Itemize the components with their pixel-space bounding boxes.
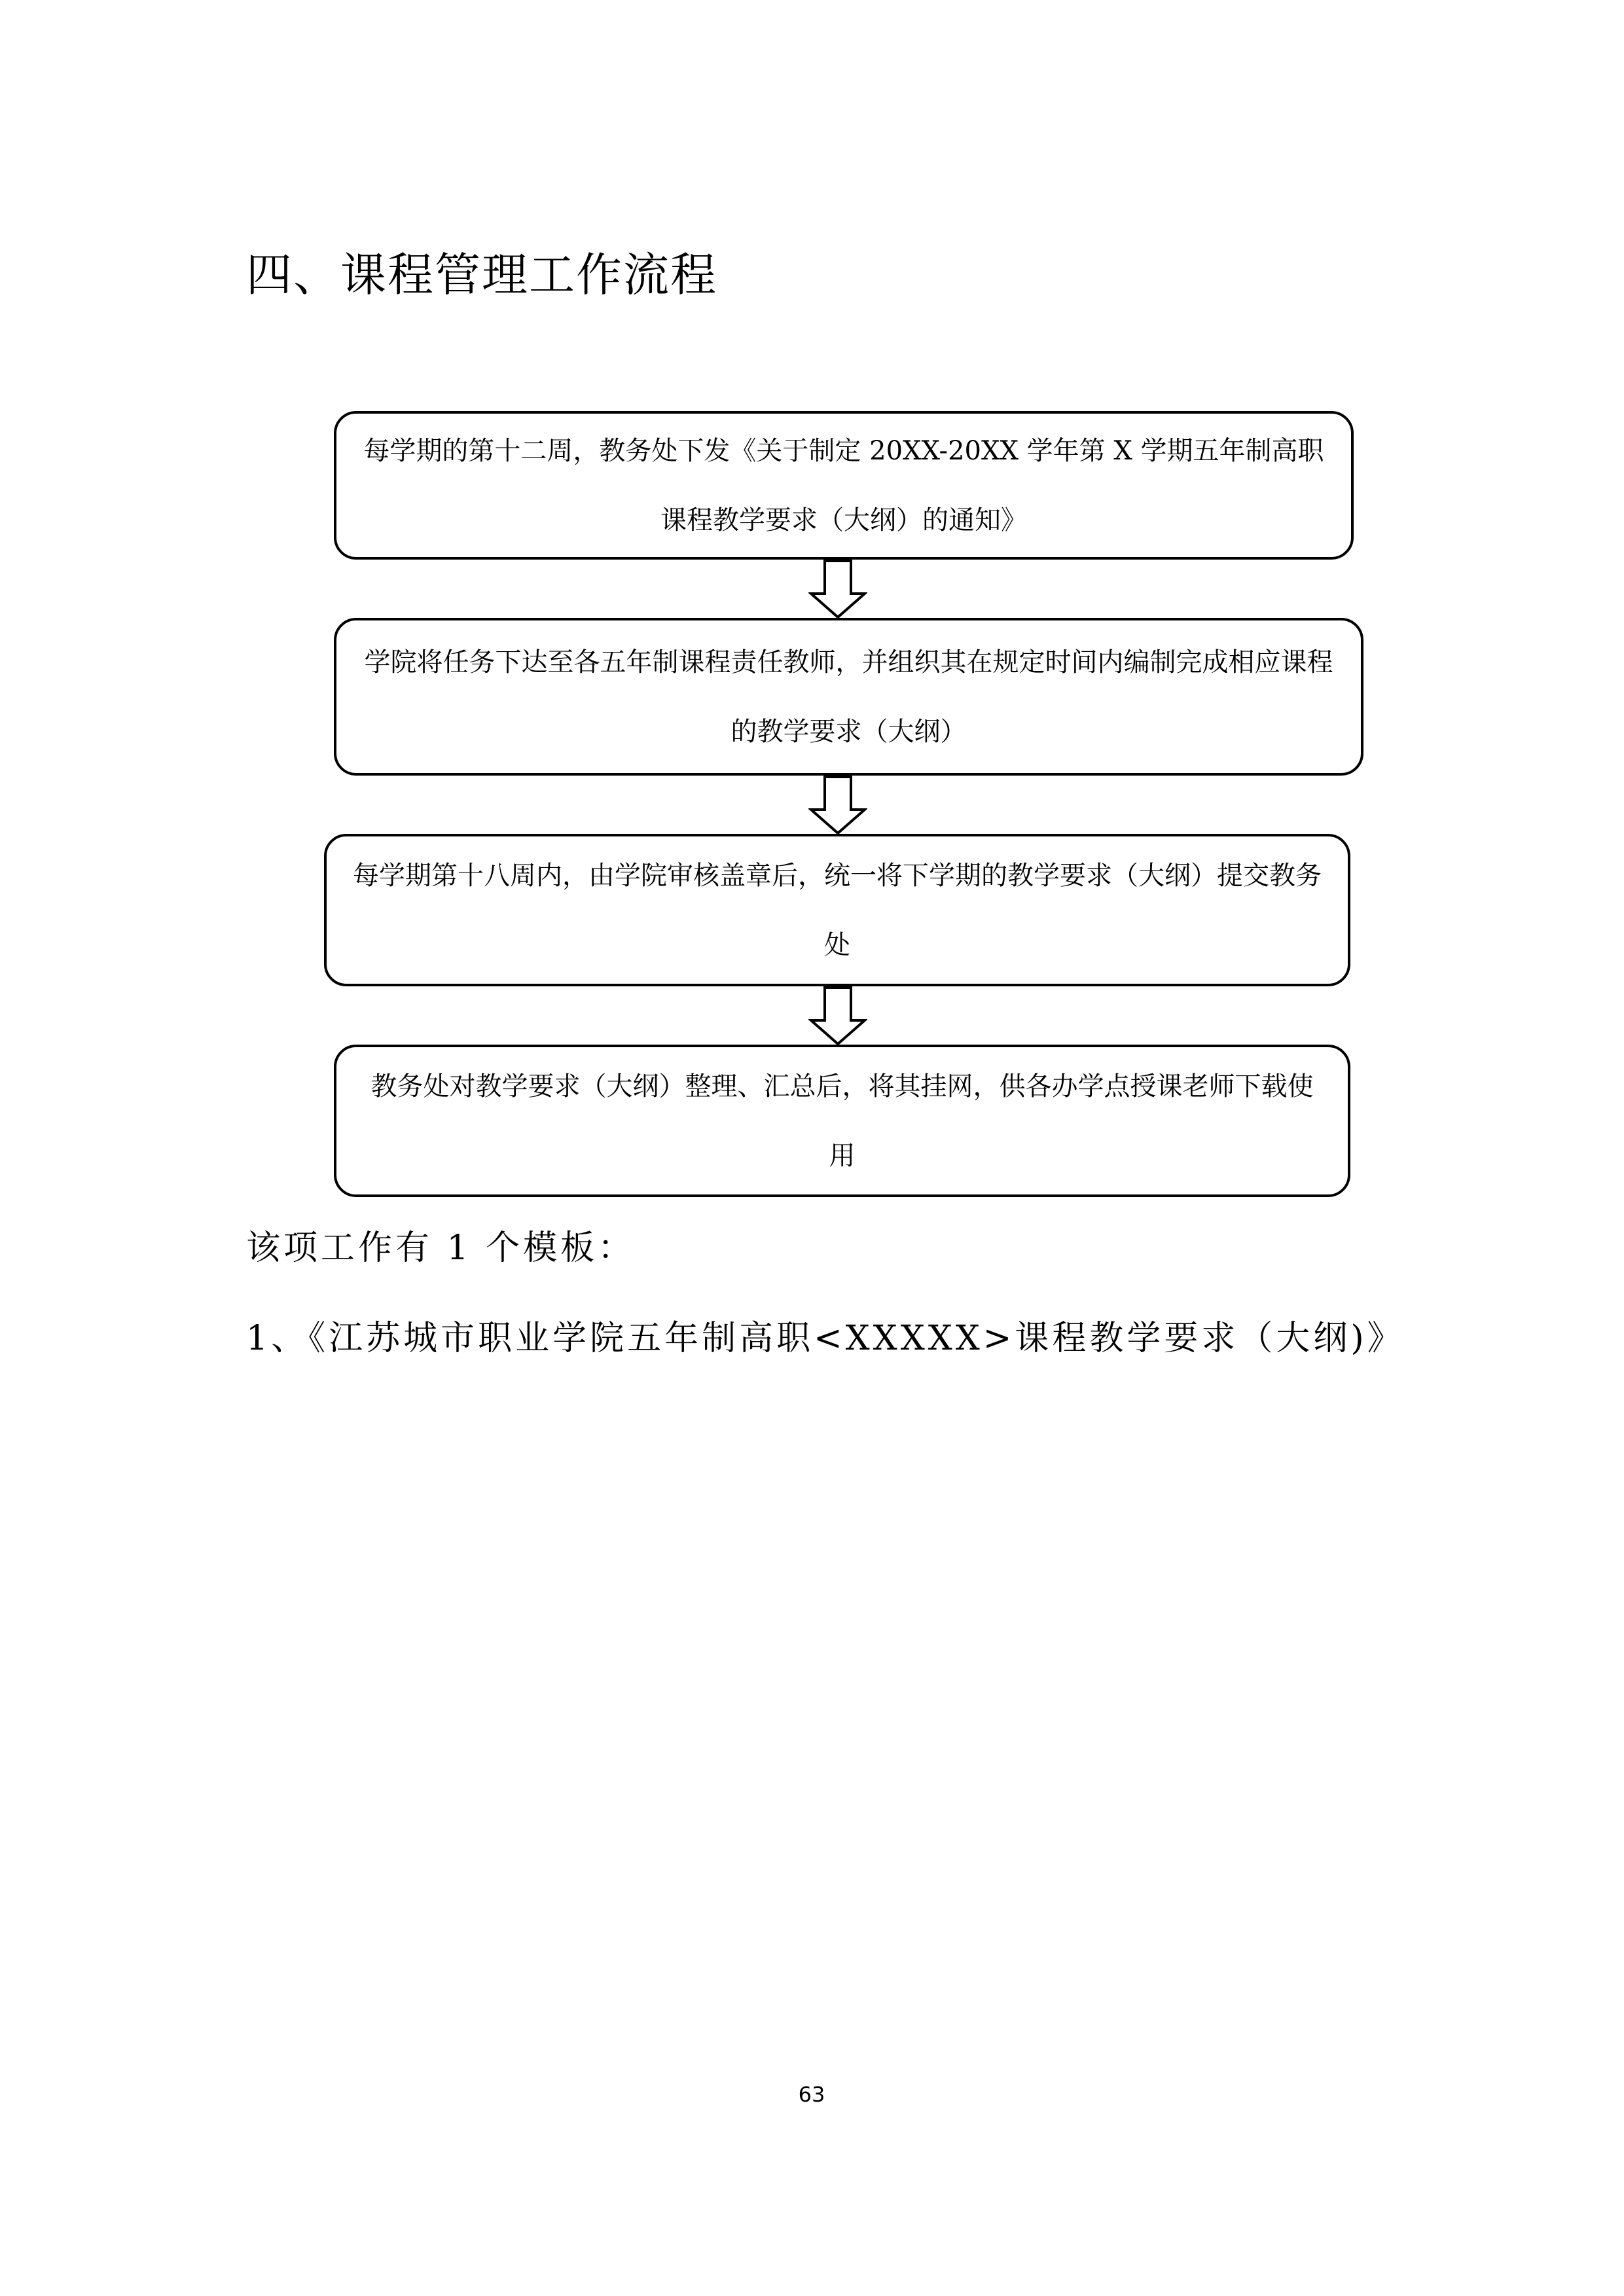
- flow-step-1-text: 每学期的第十二周，教务处下发《关于制定 20XX-20XX 学年第 X 学期五年制高职课程教学要求（大纲）的通知》: [363, 435, 1324, 535]
- down-arrow-icon: [808, 560, 867, 619]
- down-arrow-icon: [808, 776, 867, 834]
- down-arrow-icon: [808, 986, 867, 1045]
- flow-step-4-text: 教务处对教学要求（大纲）整理、汇总后，将其挂网，供各办学点授课老师下载使用: [370, 1071, 1314, 1171]
- flow-step-2-text: 学院将任务下达至各五年制课程责任教师，并组织其在规定时间内编制完成相应课程的教学要求（大纲）: [364, 647, 1333, 747]
- flow-step-3-text: 每学期第十八周内，由学院审核盖章后，统一将下学期的教学要求（大纲）提交教务处: [353, 860, 1322, 960]
- flow-step-2: [334, 618, 1363, 776]
- section-heading: 四、课程管理工作流程: [246, 248, 717, 302]
- flow-step-4: [334, 1045, 1350, 1197]
- template-item: 1、《江苏城市职业学院五年制高职<XXXXX>课程教学要求（大纲)》: [246, 1319, 1405, 1358]
- flow-step-1: [334, 411, 1354, 560]
- flow-step-3: [324, 834, 1350, 986]
- template-intro: 该项工作有 1 个模板：: [246, 1229, 636, 1268]
- page-number: 63: [798, 2082, 825, 2107]
